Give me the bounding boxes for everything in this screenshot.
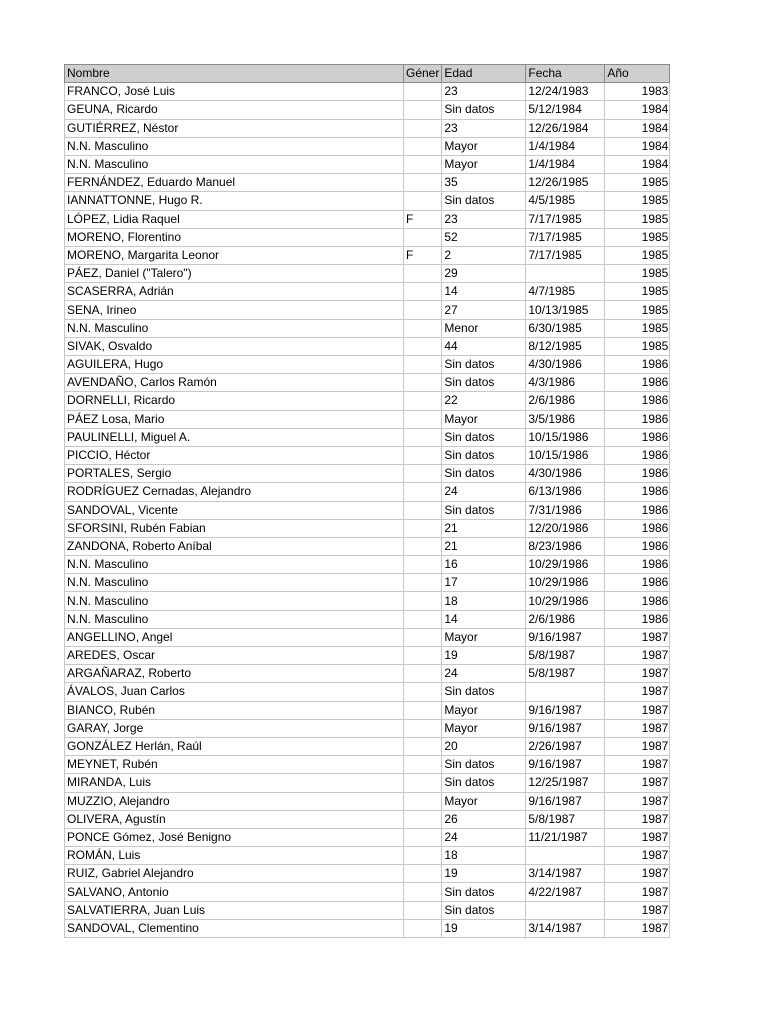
- table-row: [65, 265, 670, 283]
- cell-genero[interactable]: [404, 847, 442, 865]
- cell-fecha[interactable]: 3/14/1987: [526, 865, 605, 883]
- cell-anio[interactable]: 1986: [605, 374, 670, 392]
- cell-anio[interactable]: 1985: [605, 210, 670, 228]
- table-row: [65, 537, 670, 555]
- cell-fecha[interactable]: 9/16/1987: [526, 628, 605, 646]
- table-row: [65, 192, 670, 210]
- table-row: [65, 410, 670, 428]
- cell-genero[interactable]: [404, 756, 442, 774]
- cell-genero[interactable]: [404, 537, 442, 555]
- data-table: [64, 64, 670, 938]
- cell-fecha[interactable]: 9/16/1987: [526, 792, 605, 810]
- cell-edad[interactable]: 24: [442, 665, 526, 683]
- cell-genero[interactable]: [404, 883, 442, 901]
- cell-nombre[interactable]: MUZZIO, Alejandro: [65, 792, 404, 810]
- cell-edad[interactable]: Mayor: [442, 792, 526, 810]
- cell-edad[interactable]: 44: [442, 337, 526, 355]
- cell-nombre[interactable]: N.N. Masculino: [65, 592, 404, 610]
- cell-nombre[interactable]: ZANDONA, Roberto Aníbal: [65, 537, 404, 555]
- cell-nombre[interactable]: RUIZ, Gabriel Alejandro: [65, 865, 404, 883]
- cell-anio[interactable]: 1987: [605, 828, 670, 846]
- cell-edad[interactable]: Sin datos: [442, 446, 526, 464]
- cell-nombre[interactable]: MORENO, Florentino: [65, 228, 404, 246]
- table-row: [65, 501, 670, 519]
- cell-fecha[interactable]: 2/26/1987: [526, 737, 605, 755]
- cell-anio[interactable]: 1987: [605, 665, 670, 683]
- cell-nombre[interactable]: N.N. Masculino: [65, 319, 404, 337]
- table-row: [65, 810, 670, 828]
- cell-anio[interactable]: 1985: [605, 301, 670, 319]
- cell-nombre[interactable]: FERNÁNDEZ, Eduardo Manuel: [65, 174, 404, 192]
- cell-fecha[interactable]: 12/24/1983: [526, 83, 605, 101]
- cell-edad[interactable]: Mayor: [442, 155, 526, 173]
- cell-nombre[interactable]: PICCIO, Héctor: [65, 446, 404, 464]
- cell-edad[interactable]: 14: [442, 283, 526, 301]
- cell-anio[interactable]: 1986: [605, 537, 670, 555]
- table-row: [65, 828, 670, 846]
- cell-nombre[interactable]: SIVAK, Osvaldo: [65, 337, 404, 355]
- cell-genero[interactable]: [404, 610, 442, 628]
- cell-edad[interactable]: 24: [442, 483, 526, 501]
- cell-nombre[interactable]: GEUNA, Ricardo: [65, 101, 404, 119]
- cell-fecha[interactable]: [526, 901, 605, 919]
- cell-edad[interactable]: Mayor: [442, 410, 526, 428]
- cell-anio[interactable]: 1987: [605, 792, 670, 810]
- cell-anio[interactable]: 1986: [605, 356, 670, 374]
- cell-anio[interactable]: 1983: [605, 83, 670, 101]
- cell-anio[interactable]: 1985: [605, 337, 670, 355]
- cell-nombre[interactable]: N.N. Masculino: [65, 556, 404, 574]
- cell-fecha[interactable]: 10/13/1985: [526, 301, 605, 319]
- cell-nombre[interactable]: SANDOVAL, Clementino: [65, 919, 404, 937]
- table-row: [65, 519, 670, 537]
- cell-edad[interactable]: Sin datos: [442, 683, 526, 701]
- cell-genero[interactable]: [404, 919, 442, 937]
- table-row: [65, 737, 670, 755]
- cell-edad[interactable]: Sin datos: [442, 101, 526, 119]
- cell-edad[interactable]: 21: [442, 537, 526, 555]
- cell-genero[interactable]: [404, 556, 442, 574]
- cell-anio[interactable]: 1985: [605, 192, 670, 210]
- cell-nombre[interactable]: FRANCO, José Luis: [65, 83, 404, 101]
- cell-anio[interactable]: 1986: [605, 465, 670, 483]
- cell-genero[interactable]: [404, 592, 442, 610]
- cell-fecha[interactable]: 8/23/1986: [526, 537, 605, 555]
- cell-edad[interactable]: 18: [442, 592, 526, 610]
- cell-nombre[interactable]: PAULINELLI, Miguel A.: [65, 428, 404, 446]
- cell-nombre[interactable]: BIANCO, Rubén: [65, 701, 404, 719]
- cell-genero[interactable]: [404, 283, 442, 301]
- cell-edad[interactable]: Mayor: [442, 701, 526, 719]
- table-row: [65, 210, 670, 228]
- cell-nombre[interactable]: PÁEZ, Daniel ("Talero"): [65, 265, 404, 283]
- cell-nombre[interactable]: ANGELLINO, Angel: [65, 628, 404, 646]
- cell-edad[interactable]: 24: [442, 828, 526, 846]
- cell-fecha[interactable]: 3/14/1987: [526, 919, 605, 937]
- cell-edad[interactable]: Sin datos: [442, 374, 526, 392]
- cell-nombre[interactable]: N.N. Masculino: [65, 574, 404, 592]
- cell-genero[interactable]: [404, 137, 442, 155]
- cell-fecha[interactable]: [526, 847, 605, 865]
- table-row: [65, 628, 670, 646]
- cell-genero[interactable]: F: [404, 246, 442, 264]
- cell-fecha[interactable]: 1/4/1984: [526, 155, 605, 173]
- cell-edad[interactable]: Sin datos: [442, 428, 526, 446]
- table-row: [65, 774, 670, 792]
- cell-anio[interactable]: 1987: [605, 647, 670, 665]
- table-row: [65, 392, 670, 410]
- cell-fecha[interactable]: 7/17/1985: [526, 228, 605, 246]
- table-row: [65, 119, 670, 137]
- cell-edad[interactable]: 2: [442, 246, 526, 264]
- cell-fecha[interactable]: 10/15/1986: [526, 446, 605, 464]
- table-row: [65, 465, 670, 483]
- table-row: [65, 483, 670, 501]
- cell-anio[interactable]: 1985: [605, 174, 670, 192]
- cell-genero[interactable]: [404, 192, 442, 210]
- cell-anio[interactable]: 1984: [605, 119, 670, 137]
- cell-fecha[interactable]: 12/20/1986: [526, 519, 605, 537]
- table-row: [65, 847, 670, 865]
- table-row: [65, 683, 670, 701]
- cell-genero[interactable]: [404, 83, 442, 101]
- cell-fecha[interactable]: 4/5/1985: [526, 192, 605, 210]
- cell-anio[interactable]: 1987: [605, 683, 670, 701]
- cell-nombre[interactable]: AREDES, Oscar: [65, 647, 404, 665]
- table-row: [65, 246, 670, 264]
- cell-genero[interactable]: [404, 101, 442, 119]
- cell-fecha[interactable]: 10/29/1986: [526, 574, 605, 592]
- table-row: [65, 665, 670, 683]
- cell-nombre[interactable]: N.N. Masculino: [65, 610, 404, 628]
- table-row: [65, 228, 670, 246]
- cell-anio[interactable]: 1986: [605, 592, 670, 610]
- cell-edad[interactable]: Sin datos: [442, 901, 526, 919]
- cell-anio[interactable]: 1987: [605, 628, 670, 646]
- cell-anio[interactable]: 1986: [605, 519, 670, 537]
- cell-fecha[interactable]: 6/30/1985: [526, 319, 605, 337]
- table-row: [65, 756, 670, 774]
- cell-anio[interactable]: 1986: [605, 574, 670, 592]
- cell-edad[interactable]: 14: [442, 610, 526, 628]
- table-row: [65, 647, 670, 665]
- cell-edad[interactable]: Sin datos: [442, 192, 526, 210]
- cell-fecha[interactable]: 1/4/1984: [526, 137, 605, 155]
- cell-fecha[interactable]: [526, 265, 605, 283]
- cell-fecha[interactable]: 5/8/1987: [526, 647, 605, 665]
- cell-genero[interactable]: [404, 828, 442, 846]
- cell-fecha[interactable]: 4/22/1987: [526, 883, 605, 901]
- cell-anio[interactable]: 1985: [605, 228, 670, 246]
- cell-fecha[interactable]: 5/8/1987: [526, 810, 605, 828]
- cell-nombre[interactable]: RODRÍGUEZ Cernadas, Alejandro: [65, 483, 404, 501]
- cell-fecha[interactable]: 4/30/1986: [526, 465, 605, 483]
- cell-fecha[interactable]: 9/16/1987: [526, 701, 605, 719]
- cell-anio[interactable]: 1987: [605, 865, 670, 883]
- cell-edad[interactable]: Sin datos: [442, 356, 526, 374]
- cell-fecha[interactable]: 9/16/1987: [526, 719, 605, 737]
- cell-anio[interactable]: 1985: [605, 265, 670, 283]
- cell-nombre[interactable]: AVENDAÑO, Carlos Ramón: [65, 374, 404, 392]
- cell-fecha[interactable]: 7/17/1985: [526, 246, 605, 264]
- cell-anio[interactable]: 1987: [605, 901, 670, 919]
- table-row: [65, 610, 670, 628]
- cell-genero[interactable]: [404, 228, 442, 246]
- header-genero[interactable]: Géner: [404, 65, 442, 83]
- table-row: [65, 356, 670, 374]
- cell-genero[interactable]: [404, 374, 442, 392]
- cell-anio[interactable]: 1986: [605, 428, 670, 446]
- cell-anio[interactable]: 1984: [605, 155, 670, 173]
- cell-edad[interactable]: 16: [442, 556, 526, 574]
- cell-anio[interactable]: 1987: [605, 847, 670, 865]
- cell-edad[interactable]: 52: [442, 228, 526, 246]
- cell-fecha[interactable]: 12/26/1984: [526, 119, 605, 137]
- cell-edad[interactable]: 22: [442, 392, 526, 410]
- table-row: [65, 556, 670, 574]
- cell-genero[interactable]: [404, 665, 442, 683]
- cell-fecha[interactable]: 2/6/1986: [526, 392, 605, 410]
- cell-genero[interactable]: [404, 647, 442, 665]
- cell-fecha[interactable]: 8/12/1985: [526, 337, 605, 355]
- table-body: [65, 83, 670, 938]
- cell-anio[interactable]: 1986: [605, 501, 670, 519]
- table-row: [65, 101, 670, 119]
- cell-genero[interactable]: [404, 483, 442, 501]
- cell-nombre[interactable]: PONCE Gómez, José Benigno: [65, 828, 404, 846]
- header-nombre[interactable]: Nombre: [65, 65, 404, 83]
- cell-genero[interactable]: [404, 392, 442, 410]
- cell-fecha[interactable]: 4/3/1986: [526, 374, 605, 392]
- cell-edad[interactable]: 21: [442, 519, 526, 537]
- cell-genero[interactable]: [404, 428, 442, 446]
- cell-genero[interactable]: [404, 737, 442, 755]
- table-row: [65, 446, 670, 464]
- cell-anio[interactable]: 1985: [605, 246, 670, 264]
- cell-anio[interactable]: 1987: [605, 701, 670, 719]
- cell-genero[interactable]: [404, 319, 442, 337]
- cell-edad[interactable]: 23: [442, 210, 526, 228]
- table-row: [65, 592, 670, 610]
- cell-anio[interactable]: 1987: [605, 774, 670, 792]
- cell-fecha[interactable]: 10/29/1986: [526, 592, 605, 610]
- cell-edad[interactable]: Sin datos: [442, 465, 526, 483]
- cell-genero[interactable]: [404, 174, 442, 192]
- header-row: [65, 65, 670, 83]
- table-row: [65, 901, 670, 919]
- cell-edad[interactable]: Sin datos: [442, 883, 526, 901]
- cell-fecha[interactable]: 7/17/1985: [526, 210, 605, 228]
- cell-nombre[interactable]: GUTIÉRREZ, Néstor: [65, 119, 404, 137]
- cell-genero[interactable]: [404, 628, 442, 646]
- cell-genero[interactable]: [404, 865, 442, 883]
- cell-fecha[interactable]: 9/16/1987: [526, 756, 605, 774]
- cell-genero[interactable]: [404, 901, 442, 919]
- cell-edad[interactable]: Sin datos: [442, 756, 526, 774]
- table-row: [65, 319, 670, 337]
- cell-genero[interactable]: [404, 465, 442, 483]
- cell-anio[interactable]: 1986: [605, 446, 670, 464]
- cell-edad[interactable]: 27: [442, 301, 526, 319]
- cell-anio[interactable]: 1986: [605, 610, 670, 628]
- cell-edad[interactable]: Mayor: [442, 137, 526, 155]
- cell-fecha[interactable]: 12/25/1987: [526, 774, 605, 792]
- table-row: [65, 174, 670, 192]
- cell-anio[interactable]: 1986: [605, 483, 670, 501]
- cell-edad[interactable]: 19: [442, 865, 526, 883]
- cell-genero[interactable]: [404, 501, 442, 519]
- cell-nombre[interactable]: MEYNET, Rubén: [65, 756, 404, 774]
- table-row: [65, 701, 670, 719]
- header-fecha[interactable]: Fecha: [526, 65, 605, 83]
- table-row: [65, 374, 670, 392]
- cell-edad[interactable]: 18: [442, 847, 526, 865]
- cell-edad[interactable]: Mayor: [442, 628, 526, 646]
- cell-anio[interactable]: 1987: [605, 719, 670, 737]
- cell-nombre[interactable]: ÁVALOS, Juan Carlos: [65, 683, 404, 701]
- cell-edad[interactable]: 23: [442, 119, 526, 137]
- cell-nombre[interactable]: SCASERRA, Adrián: [65, 283, 404, 301]
- cell-nombre[interactable]: PÁEZ Losa, Mario: [65, 410, 404, 428]
- cell-genero[interactable]: [404, 792, 442, 810]
- cell-fecha[interactable]: [526, 683, 605, 701]
- cell-anio[interactable]: 1987: [605, 756, 670, 774]
- cell-genero[interactable]: [404, 356, 442, 374]
- cell-anio[interactable]: 1986: [605, 556, 670, 574]
- cell-nombre[interactable]: SANDOVAL, Vicente: [65, 501, 404, 519]
- cell-fecha[interactable]: 3/5/1986: [526, 410, 605, 428]
- cell-genero[interactable]: [404, 301, 442, 319]
- cell-nombre[interactable]: MIRANDA, Luis: [65, 774, 404, 792]
- cell-nombre[interactable]: N.N. Masculino: [65, 137, 404, 155]
- table-row: [65, 301, 670, 319]
- cell-anio[interactable]: 1985: [605, 319, 670, 337]
- cell-fecha[interactable]: 2/6/1986: [526, 610, 605, 628]
- cell-fecha[interactable]: 5/8/1987: [526, 665, 605, 683]
- table-row: [65, 919, 670, 937]
- table-row: [65, 883, 670, 901]
- cell-genero[interactable]: [404, 683, 442, 701]
- table-row: [65, 865, 670, 883]
- cell-nombre[interactable]: PORTALES, Sergio: [65, 465, 404, 483]
- cell-genero[interactable]: [404, 410, 442, 428]
- table-row: [65, 574, 670, 592]
- cell-anio[interactable]: 1984: [605, 101, 670, 119]
- cell-nombre[interactable]: GARAY, Jorge: [65, 719, 404, 737]
- cell-genero[interactable]: [404, 265, 442, 283]
- table-row: [65, 719, 670, 737]
- cell-genero[interactable]: [404, 701, 442, 719]
- cell-fecha[interactable]: 6/13/1986: [526, 483, 605, 501]
- cell-genero[interactable]: [404, 337, 442, 355]
- cell-nombre[interactable]: SFORSINI, Rubén Fabian: [65, 519, 404, 537]
- table-row: [65, 792, 670, 810]
- cell-genero[interactable]: [404, 446, 442, 464]
- cell-anio[interactable]: 1987: [605, 919, 670, 937]
- cell-nombre[interactable]: ROMÁN, Luis: [65, 847, 404, 865]
- cell-edad[interactable]: 20: [442, 737, 526, 755]
- cell-edad[interactable]: Menor: [442, 319, 526, 337]
- cell-edad[interactable]: 23: [442, 83, 526, 101]
- cell-nombre[interactable]: N.N. Masculino: [65, 155, 404, 173]
- table-row: [65, 283, 670, 301]
- table-row: [65, 83, 670, 101]
- cell-edad[interactable]: Sin datos: [442, 774, 526, 792]
- cell-edad[interactable]: 17: [442, 574, 526, 592]
- cell-fecha[interactable]: 7/31/1986: [526, 501, 605, 519]
- cell-genero[interactable]: [404, 155, 442, 173]
- cell-edad[interactable]: 29: [442, 265, 526, 283]
- table-row: [65, 137, 670, 155]
- cell-nombre[interactable]: LÓPEZ, Lidia Raquel: [65, 210, 404, 228]
- cell-nombre[interactable]: GONZÁLEZ Herlán, Raúl: [65, 737, 404, 755]
- cell-nombre[interactable]: IANNATTONNE, Hugo R.: [65, 192, 404, 210]
- cell-genero[interactable]: [404, 119, 442, 137]
- cell-fecha[interactable]: 10/29/1986: [526, 556, 605, 574]
- cell-anio[interactable]: 1987: [605, 737, 670, 755]
- cell-edad[interactable]: 19: [442, 647, 526, 665]
- cell-anio[interactable]: 1987: [605, 883, 670, 901]
- cell-nombre[interactable]: SALVANO, Antonio: [65, 883, 404, 901]
- cell-genero[interactable]: [404, 574, 442, 592]
- table-row: [65, 155, 670, 173]
- table-row: [65, 337, 670, 355]
- cell-anio[interactable]: 1987: [605, 810, 670, 828]
- cell-edad[interactable]: 26: [442, 810, 526, 828]
- cell-anio[interactable]: 1985: [605, 283, 670, 301]
- cell-genero[interactable]: [404, 774, 442, 792]
- cell-genero[interactable]: [404, 519, 442, 537]
- cell-fecha[interactable]: 4/7/1985: [526, 283, 605, 301]
- cell-nombre[interactable]: MORENO, Margarita Leonor: [65, 246, 404, 264]
- header-anio[interactable]: Año: [605, 65, 670, 83]
- cell-nombre[interactable]: AGUILERA, Hugo: [65, 356, 404, 374]
- cell-edad[interactable]: Sin datos: [442, 501, 526, 519]
- table-row: [65, 428, 670, 446]
- cell-edad[interactable]: 35: [442, 174, 526, 192]
- cell-fecha[interactable]: 5/12/1984: [526, 101, 605, 119]
- cell-genero[interactable]: F: [404, 210, 442, 228]
- cell-nombre[interactable]: ARGAÑARAZ, Roberto: [65, 665, 404, 683]
- cell-genero[interactable]: [404, 719, 442, 737]
- header-edad[interactable]: Edad: [442, 65, 526, 83]
- cell-fecha[interactable]: 4/30/1986: [526, 356, 605, 374]
- cell-edad[interactable]: Mayor: [442, 719, 526, 737]
- cell-genero[interactable]: [404, 810, 442, 828]
- cell-fecha[interactable]: 10/15/1986: [526, 428, 605, 446]
- cell-anio[interactable]: 1986: [605, 410, 670, 428]
- cell-nombre[interactable]: SENA, Irineo: [65, 301, 404, 319]
- cell-fecha[interactable]: 12/26/1985: [526, 174, 605, 192]
- cell-anio[interactable]: 1984: [605, 137, 670, 155]
- cell-edad[interactable]: 19: [442, 919, 526, 937]
- cell-nombre[interactable]: OLIVERA, Agustín: [65, 810, 404, 828]
- cell-nombre[interactable]: SALVATIERRA, Juan Luis: [65, 901, 404, 919]
- cell-anio[interactable]: 1986: [605, 392, 670, 410]
- cell-fecha[interactable]: 11/21/1987: [526, 828, 605, 846]
- cell-nombre[interactable]: DORNELLI, Ricardo: [65, 392, 404, 410]
